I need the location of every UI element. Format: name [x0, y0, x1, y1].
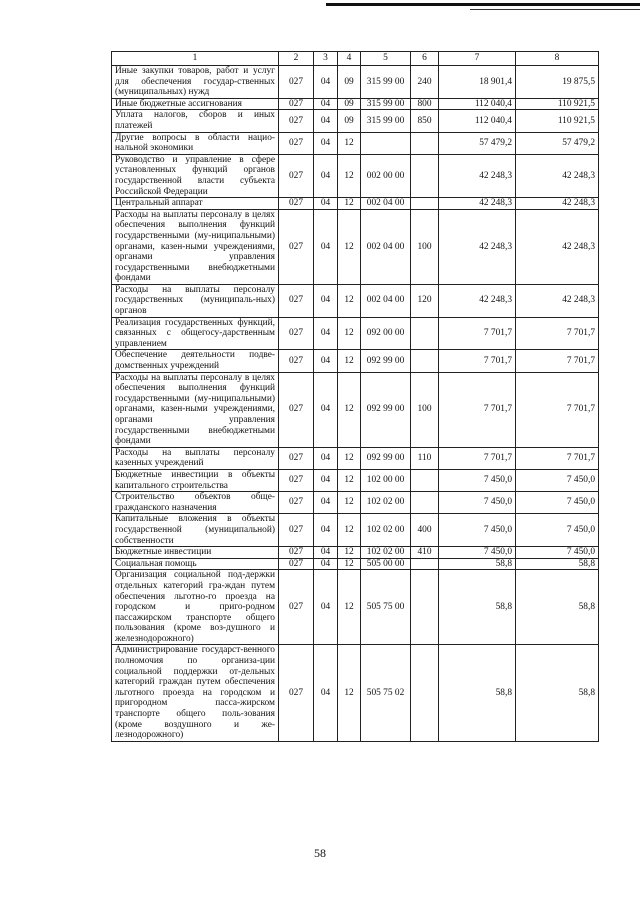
- row-target-code: 102 00 00: [361, 469, 411, 491]
- row-target-code: 092 99 00: [361, 350, 411, 372]
- row-expense-type: [411, 570, 439, 645]
- row-amount-col7: 58,8: [439, 558, 516, 570]
- row-expense-type: 850: [411, 110, 439, 132]
- row-section-code: 04: [314, 209, 338, 284]
- row-amount-col7: 112 040,4: [439, 98, 516, 110]
- row-expense-type: 100: [411, 209, 439, 284]
- row-amount-col7: 7 450,0: [439, 492, 516, 514]
- row-target-code: 102 02 00: [361, 514, 411, 547]
- row-target-code: 505 75 00: [361, 570, 411, 645]
- row-target-code: 002 04 00: [361, 284, 411, 317]
- column-header-1: 1: [112, 52, 279, 66]
- row-subsection-code: 12: [338, 317, 361, 350]
- row-target-code: 092 99 00: [361, 372, 411, 447]
- row-name: Уплата налогов, сборов и иных платежей: [112, 110, 279, 132]
- row-ministry-code: 027: [279, 547, 314, 559]
- row-expense-type: 800: [411, 98, 439, 110]
- row-ministry-code: 027: [279, 447, 314, 469]
- row-ministry-code: 027: [279, 469, 314, 491]
- row-expense-type: [411, 558, 439, 570]
- row-section-code: 04: [314, 645, 338, 741]
- row-section-code: 04: [314, 198, 338, 210]
- row-section-code: 04: [314, 98, 338, 110]
- row-amount-col8: 42 248,3: [516, 154, 599, 197]
- row-name: Администрирование государст-венного полномочия по организа-ции социальной поддержки от-дельных категорий граждан путем обеспечения льготного проезда на городском и пригородном пасса-жирском транспорте общего поль-зования (кроме воздушного и же-лезнодорожного): [112, 645, 279, 741]
- column-header-3: 3: [314, 52, 338, 66]
- row-section-code: 04: [314, 547, 338, 559]
- row-name: Капитальные вложения в объекты государственной (муниципальной) собственности: [112, 514, 279, 547]
- row-amount-col7: 7 450,0: [439, 469, 516, 491]
- column-header-2: 2: [279, 52, 314, 66]
- row-ministry-code: 027: [279, 110, 314, 132]
- header-rule: [326, 3, 640, 6]
- row-expense-type: [411, 350, 439, 372]
- row-name: Организация социальной под-держки отдельных категорий гра-ждан путем обеспечения льготно-го проезда на городском и приго-родном пассажирском транспорте общего пользования (кроме воз-душного и железнодорожного): [112, 570, 279, 645]
- column-header-8: 8: [516, 52, 599, 66]
- table-row: [112, 209, 599, 284]
- row-amount-col8: 7 701,7: [516, 372, 599, 447]
- table-row: [112, 66, 599, 99]
- row-subsection-code: 12: [338, 469, 361, 491]
- row-target-code: 102 02 00: [361, 492, 411, 514]
- row-amount-col8: 7 701,7: [516, 447, 599, 469]
- row-section-code: 04: [314, 317, 338, 350]
- row-name: Другие вопросы в области нацио-нальной экономики: [112, 132, 279, 154]
- row-expense-type: [411, 645, 439, 741]
- row-name: Центральный аппарат: [112, 198, 279, 210]
- row-ministry-code: 027: [279, 514, 314, 547]
- row-ministry-code: 027: [279, 492, 314, 514]
- row-subsection-code: 12: [338, 645, 361, 741]
- row-amount-col7: 57 479,2: [439, 132, 516, 154]
- row-ministry-code: 027: [279, 132, 314, 154]
- column-header-7: 7: [439, 52, 516, 66]
- row-amount-col8: 7 450,0: [516, 547, 599, 559]
- row-amount-col8: 110 921,5: [516, 98, 599, 110]
- row-subsection-code: 12: [338, 209, 361, 284]
- row-section-code: 04: [314, 570, 338, 645]
- table-row: [112, 372, 599, 447]
- row-amount-col7: 7 701,7: [439, 372, 516, 447]
- row-name: Обеспечение деятельности подве-домственных учреждений: [112, 350, 279, 372]
- row-ministry-code: 027: [279, 350, 314, 372]
- table-row: [112, 132, 599, 154]
- row-amount-col8: 58,8: [516, 558, 599, 570]
- row-section-code: 04: [314, 372, 338, 447]
- row-subsection-code: 12: [338, 558, 361, 570]
- row-expense-type: [411, 132, 439, 154]
- row-ministry-code: 027: [279, 98, 314, 110]
- row-amount-col7: 42 248,3: [439, 284, 516, 317]
- row-amount-col7: 7 450,0: [439, 547, 516, 559]
- table-row: [112, 317, 599, 350]
- header-rule-thin: [470, 9, 640, 10]
- row-target-code: 315 99 00: [361, 66, 411, 99]
- row-ministry-code: 027: [279, 372, 314, 447]
- row-ministry-code: 027: [279, 66, 314, 99]
- row-subsection-code: 09: [338, 66, 361, 99]
- row-subsection-code: 12: [338, 132, 361, 154]
- row-expense-type: 410: [411, 547, 439, 559]
- row-amount-col7: 7 701,7: [439, 447, 516, 469]
- row-name: Руководство и управление в сфере установленных функций органов государственной власти субъекта Российской Федерации: [112, 154, 279, 197]
- row-expense-type: 400: [411, 514, 439, 547]
- row-ministry-code: 027: [279, 645, 314, 741]
- table-row: [112, 350, 599, 372]
- table-body: [112, 66, 599, 742]
- row-target-code: 092 00 00: [361, 317, 411, 350]
- row-name: Иные закупки товаров, работ и услуг для обеспечения государ-ственных (муниципальных) нужд: [112, 66, 279, 99]
- row-target-code: 102 02 00: [361, 547, 411, 559]
- row-section-code: 04: [314, 447, 338, 469]
- row-subsection-code: 12: [338, 350, 361, 372]
- header-row: [112, 52, 599, 66]
- row-expense-type: 240: [411, 66, 439, 99]
- table-row: [112, 570, 599, 645]
- row-section-code: 04: [314, 492, 338, 514]
- table-row: [112, 447, 599, 469]
- row-amount-col7: 58,8: [439, 645, 516, 741]
- row-section-code: 04: [314, 558, 338, 570]
- row-amount-col8: 42 248,3: [516, 198, 599, 210]
- row-section-code: 04: [314, 284, 338, 317]
- row-ministry-code: 027: [279, 154, 314, 197]
- row-amount-col7: 58,8: [439, 570, 516, 645]
- row-amount-col7: 42 248,3: [439, 154, 516, 197]
- row-amount-col7: 42 248,3: [439, 209, 516, 284]
- row-expense-type: [411, 492, 439, 514]
- row-subsection-code: 12: [338, 570, 361, 645]
- row-subsection-code: 12: [338, 492, 361, 514]
- row-subsection-code: 09: [338, 98, 361, 110]
- row-expense-type: [411, 198, 439, 210]
- row-expense-type: [411, 154, 439, 197]
- row-subsection-code: 12: [338, 198, 361, 210]
- row-name: Расходы на выплаты персоналу казенных учреждений: [112, 447, 279, 469]
- row-amount-col7: 7 701,7: [439, 350, 516, 372]
- row-amount-col8: 110 921,5: [516, 110, 599, 132]
- row-ministry-code: 027: [279, 317, 314, 350]
- row-name: Строительство объектов обще-гражданского назначения: [112, 492, 279, 514]
- row-name: Расходы на выплаты персоналу государственных (муниципаль-ных) органов: [112, 284, 279, 317]
- row-subsection-code: 12: [338, 547, 361, 559]
- row-amount-col7: 7 701,7: [439, 317, 516, 350]
- row-target-code: [361, 132, 411, 154]
- row-section-code: 04: [314, 132, 338, 154]
- row-ministry-code: 027: [279, 570, 314, 645]
- row-subsection-code: 12: [338, 447, 361, 469]
- row-amount-col8: 58,8: [516, 570, 599, 645]
- row-amount-col8: 42 248,3: [516, 209, 599, 284]
- row-amount-col7: 18 901,4: [439, 66, 516, 99]
- row-amount-col7: 42 248,3: [439, 198, 516, 210]
- row-amount-col8: 58,8: [516, 645, 599, 741]
- row-amount-col8: 42 248,3: [516, 284, 599, 317]
- row-name: Расходы на выплаты персоналу в целях обеспечения выполнения функций государственными (му-ниципальными) органами, казен-ными учреждениями, органами управления государственными внебюджетными фондами: [112, 372, 279, 447]
- row-target-code: 315 99 00: [361, 98, 411, 110]
- row-name: Реализация государственных функций, связанных с общегосу-дарственным управлением: [112, 317, 279, 350]
- table-row: [112, 110, 599, 132]
- row-amount-col8: 7 450,0: [516, 469, 599, 491]
- row-section-code: 04: [314, 154, 338, 197]
- row-name: Иные бюджетные ассигнования: [112, 98, 279, 110]
- row-subsection-code: 12: [338, 372, 361, 447]
- table-row: [112, 154, 599, 197]
- row-ministry-code: 027: [279, 198, 314, 210]
- table-row: [112, 645, 599, 741]
- row-target-code: 315 99 00: [361, 110, 411, 132]
- table-row: [112, 547, 599, 559]
- table-row: [112, 558, 599, 570]
- column-header-5: 5: [361, 52, 411, 66]
- row-name: Социальная помощь: [112, 558, 279, 570]
- row-subsection-code: 12: [338, 284, 361, 317]
- row-amount-col8: 57 479,2: [516, 132, 599, 154]
- row-expense-type: [411, 469, 439, 491]
- row-amount-col7: 112 040,4: [439, 110, 516, 132]
- row-amount-col8: 19 875,5: [516, 66, 599, 99]
- table-row: [112, 469, 599, 491]
- row-section-code: 04: [314, 110, 338, 132]
- row-name: Бюджетные инвестиции: [112, 547, 279, 559]
- row-target-code: 002 04 00: [361, 198, 411, 210]
- row-ministry-code: 027: [279, 558, 314, 570]
- column-header-6: 6: [411, 52, 439, 66]
- row-target-code: 092 99 00: [361, 447, 411, 469]
- row-section-code: 04: [314, 514, 338, 547]
- table-row: [112, 284, 599, 317]
- row-amount-col7: 7 450,0: [439, 514, 516, 547]
- table-row: [112, 98, 599, 110]
- row-target-code: 002 04 00: [361, 209, 411, 284]
- row-expense-type: [411, 317, 439, 350]
- row-name: Расходы на выплаты персоналу в целях обеспечения выполнения функций государственными (му-ниципальными) органами, казен-ными учреждениями, органами управления государственными внебюджетными фондами: [112, 209, 279, 284]
- row-expense-type: 110: [411, 447, 439, 469]
- row-ministry-code: 027: [279, 209, 314, 284]
- budget-allocation-table: [111, 51, 599, 742]
- row-target-code: 505 00 00: [361, 558, 411, 570]
- table-row: [112, 514, 599, 547]
- row-target-code: 002 00 00: [361, 154, 411, 197]
- row-section-code: 04: [314, 66, 338, 99]
- row-section-code: 04: [314, 469, 338, 491]
- column-header-4: 4: [338, 52, 361, 66]
- row-subsection-code: 09: [338, 110, 361, 132]
- row-section-code: 04: [314, 350, 338, 372]
- row-target-code: 505 75 02: [361, 645, 411, 741]
- table-row: [112, 198, 599, 210]
- row-amount-col8: 7 450,0: [516, 492, 599, 514]
- row-expense-type: 100: [411, 372, 439, 447]
- table-row: [112, 492, 599, 514]
- row-expense-type: 120: [411, 284, 439, 317]
- row-subsection-code: 12: [338, 514, 361, 547]
- page-number: 58: [314, 846, 326, 860]
- row-name: Бюджетные инвестиции в объекты капитального строительства: [112, 469, 279, 491]
- row-subsection-code: 12: [338, 154, 361, 197]
- row-amount-col8: 7 701,7: [516, 317, 599, 350]
- row-amount-col8: 7 450,0: [516, 514, 599, 547]
- row-amount-col8: 7 701,7: [516, 350, 599, 372]
- row-ministry-code: 027: [279, 284, 314, 317]
